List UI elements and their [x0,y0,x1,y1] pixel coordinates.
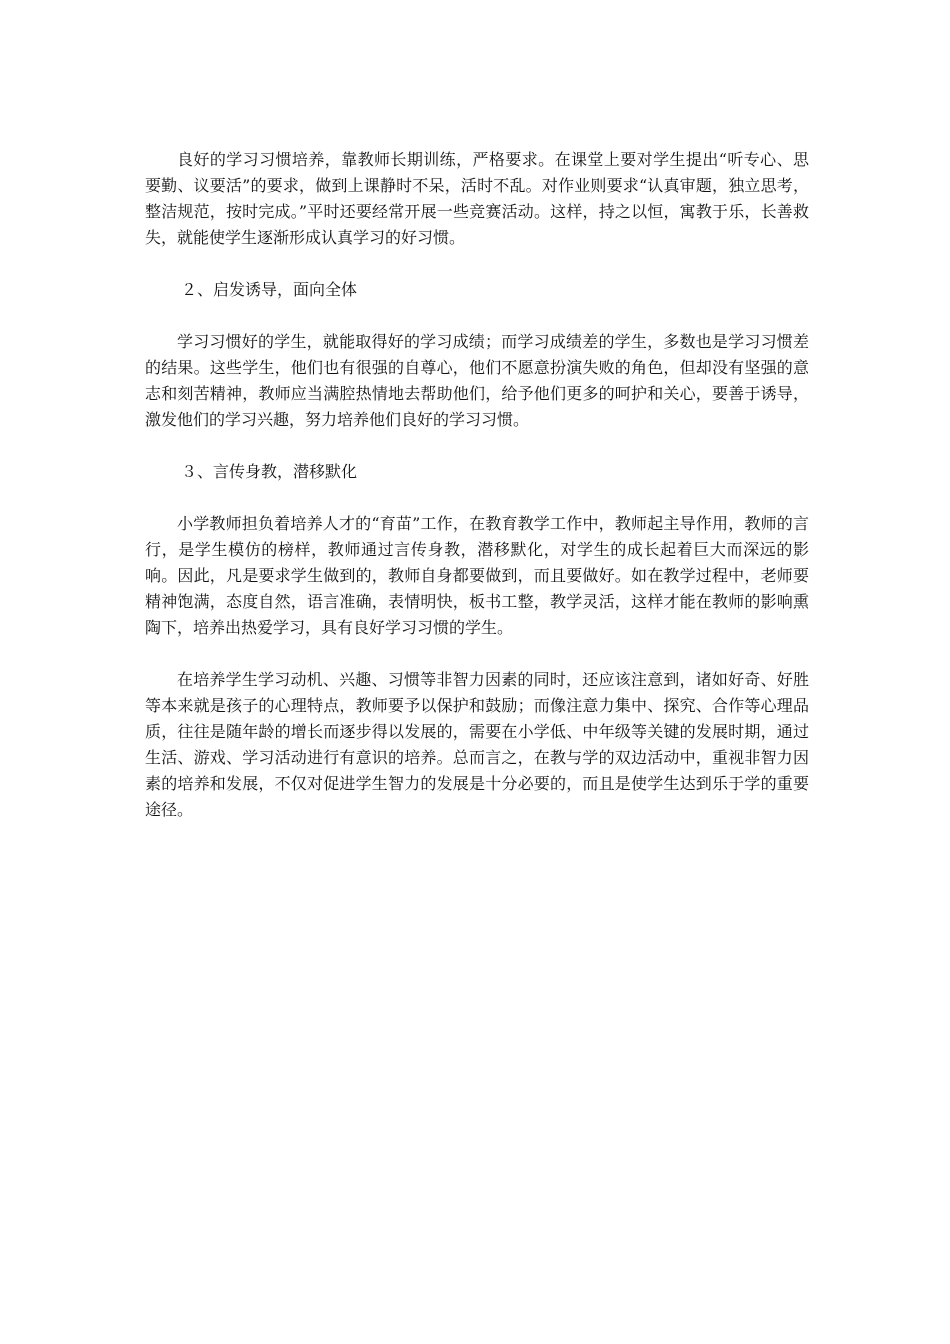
paragraph-conclusion: 在培养学生学习动机、兴趣、习惯等非智力因素的同时，还应该注意到，诸如好奇、好胜等本来就是孩子的心理特点，教师要予以保护和鼓励；而像注意力集中、探究、合作等心理品质，往往是随年龄的增长而逐步得以发展的，需要在小学低、中年级等关键的发展时期，通过生活、游戏、学习活动进行有意识的培养。总而言之，在教与学的双边活动中，重视非智力因素的培养和发展，不仅对促进学生智力的发展是十分必要的，而且是使学生达到乐于学的重要途径。 [145,670,809,819]
section-heading-3: ３、言传身教，潜移默化 [181,462,358,481]
document-body [145,147,809,849]
paragraph-habit-training: 良好的学习习惯培养，靠教师长期训练，严格要求。在课堂上要对学生提出“听专心、思要勤、议要活”的要求，做到上课静时不呆，活时不乱。对作业则要求“认真审题，独立思考，整洁规范，按时完成。”平时还要经常开展一些竞赛活动。这样，持之以恒，寓教于乐，长善救失，就能使学生逐渐形成认真学习的好习惯。 [145,150,809,247]
section-heading-2: ２、启发诱导，面向全体 [181,280,358,299]
paragraph-guidance: 学习习惯好的学生，就能取得好的学习成绩；而学习成绩差的学生，多数也是学习习惯差的结果。这些学生，他们也有很强的自尊心，他们不愿意扮演失败的角色，但却没有坚强的意志和刻苦精神，教师应当满腔热情地去帮助他们，给予他们更多的呵护和关心，要善于诱导，激发他们的学习兴趣，努力培养他们良好的学习习惯。 [145,332,809,429]
paragraph-teacher-example: 小学教师担负着培养人才的“育苗”工作，在教育教学工作中，教师起主导作用，教师的言行，是学生模仿的榜样，教师通过言传身教，潜移默化，对学生的成长起着巨大而深远的影响。因此，凡是要求学生做到的，教师自身都要做到，而且要做好。如在教学过程中，老师要精神饱满，态度自然，语言准确，表情明快，板书工整，教学灵活，这样才能在教师的影响熏陶下，培养出热爱学习，具有良好学习习惯的学生。 [145,514,809,637]
